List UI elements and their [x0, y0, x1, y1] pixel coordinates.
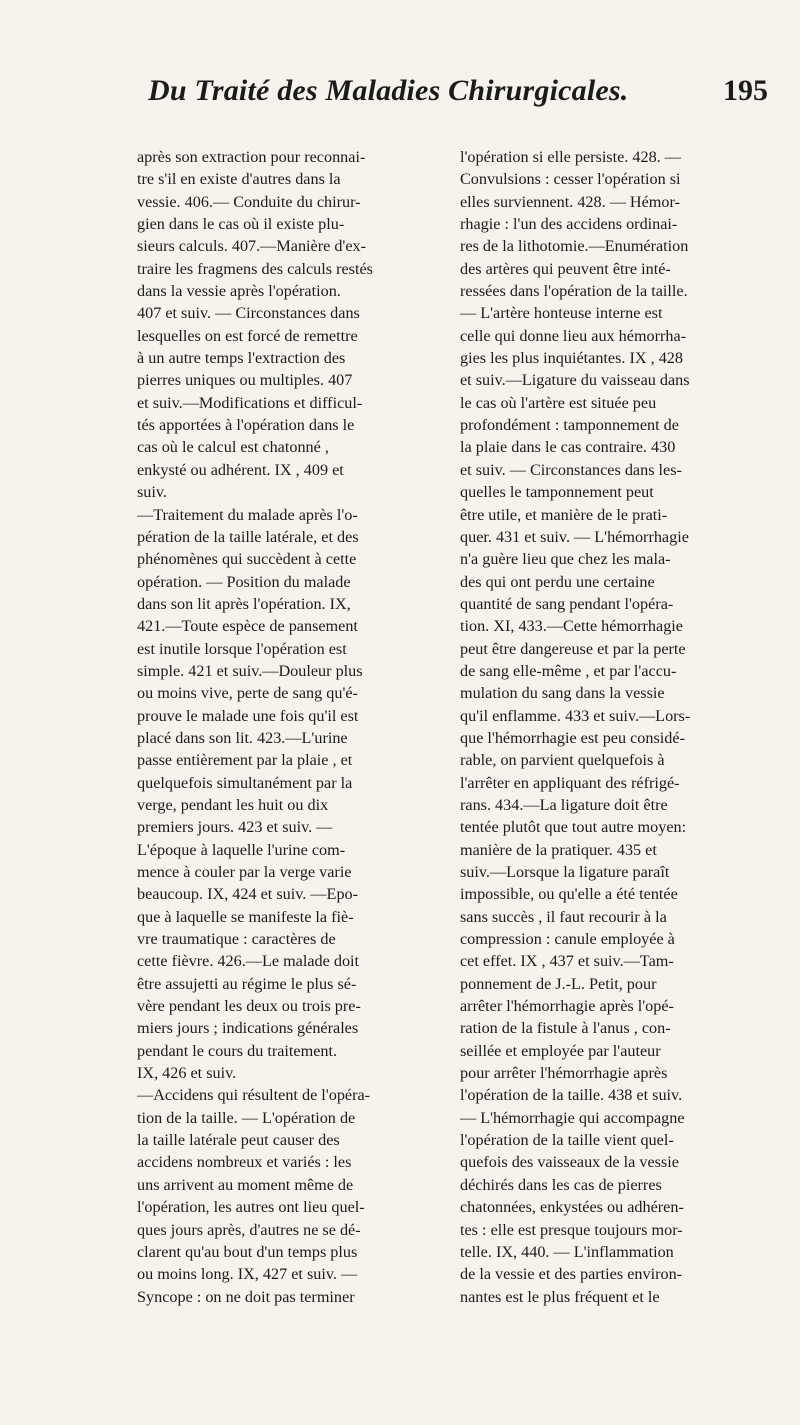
- text-line: sans succès , il faut recourir à la: [460, 907, 667, 926]
- text-line: seillée et employée par l'auteur: [460, 1041, 661, 1060]
- text-line: gies les plus inquiétantes. IX , 428: [460, 349, 683, 368]
- text-line: être assujetti au régime le plus sé-: [137, 974, 357, 993]
- text-line: l'opération si elle persiste. 428. —: [460, 148, 681, 166]
- text-line: 407 et suiv. — Circonstances dans: [137, 304, 360, 323]
- text-line: celle qui donne lieu aux hémorrha-: [460, 326, 687, 345]
- text-line: telle. IX, 440. — L'inflammation: [460, 1242, 674, 1261]
- text-line: l'opération, les autres ont lieu quel-: [137, 1198, 365, 1217]
- text-line: cet effet. IX , 437 et suiv.—Tam-: [460, 952, 674, 971]
- text-line: que à laquelle se manifeste la fiè-: [137, 907, 354, 926]
- text-line: phénomènes qui succèdent à cette: [137, 550, 357, 569]
- text-line: tion. XI, 433.—Cette hémorrhagie: [460, 617, 683, 636]
- text-line: tre s'il en existe d'autres dans la: [137, 170, 341, 189]
- text-line: tés apportées à l'opération dans le: [137, 416, 355, 435]
- text-line: ration de la fistule à l'anus , con-: [460, 1019, 671, 1038]
- text-line: IX, 426 et suiv.: [137, 1064, 237, 1083]
- text-line: vère pendant les deux ou trois pre-: [137, 997, 361, 1016]
- text-line: rhagie : l'un des accidens ordinai-: [460, 215, 678, 234]
- text-line: de la vessie et des parties environ-: [460, 1265, 683, 1284]
- text-line: enkysté ou adhérent. IX , 409 et: [137, 460, 344, 479]
- text-line: cas où le calcul est chatonné ,: [137, 438, 329, 457]
- text-line: après son extraction pour reconnai-: [137, 148, 366, 166]
- text-line: et suiv. — Circonstances dans les-: [460, 460, 682, 479]
- text-line: quer. 431 et suiv. — L'hémorrhagie: [460, 527, 689, 546]
- text-line: L'époque à laquelle l'urine com-: [137, 840, 346, 859]
- page-number: 195: [723, 74, 768, 107]
- text-line: ou moins long. IX, 427 et suiv. —: [137, 1265, 358, 1284]
- text-line: simple. 421 et suiv.—Douleur plus: [137, 661, 363, 680]
- page-header: [148, 70, 768, 130]
- text-line: des qui ont perdu une certaine: [460, 572, 655, 591]
- text-line: opération. — Position du malade: [137, 572, 351, 591]
- text-line: que l'hémorrhagie est peu considé-: [460, 728, 685, 747]
- text-line: suiv.—Lorsque la ligature paraît: [460, 863, 670, 881]
- right-column: [460, 146, 762, 1308]
- text-line: traire les fragmens des calculs restés: [137, 259, 373, 278]
- text-line: uns arrivent au moment même de: [137, 1175, 354, 1194]
- text-line: prouve le malade une fois qu'il est: [137, 706, 359, 725]
- text-line: vessie. 406.— Conduite du chirur-: [137, 192, 361, 211]
- text-line: impossible, ou qu'elle a été tentée: [460, 885, 678, 904]
- text-line: tion de la taille. — L'opération de: [137, 1108, 356, 1127]
- text-line: —Traitement du malade après l'o-: [137, 505, 358, 524]
- text-line: pendant le cours du traitement.: [137, 1041, 338, 1060]
- text-line: être utile, et manière de le prati-: [460, 505, 668, 524]
- text-line: ques jours après, d'autres ne se dé-: [137, 1220, 361, 1239]
- text-line: déchirés dans les cas de pierres: [460, 1175, 662, 1194]
- text-line: quelquefois simultanément par la: [137, 773, 353, 792]
- text-line: tentée plutôt que tout autre moyen:: [460, 818, 687, 837]
- text-line: elles surviennent. 428. — Hémor-: [460, 192, 680, 211]
- text-line: pération de la taille latérale, et des: [137, 527, 359, 546]
- text-line: compression : canule employée à: [460, 930, 675, 949]
- text-line: premiers jours. 423 et suiv. —: [137, 818, 333, 837]
- text-line: quantité de sang pendant l'opéra-: [460, 594, 674, 613]
- text-line: profondément : tamponnement de: [460, 416, 679, 435]
- text-line: la taille latérale peut causer des: [137, 1131, 340, 1150]
- text-line: passe entièrement par la plaie , et: [137, 751, 353, 770]
- text-line: —Accidens qui résultent de l'opéra-: [137, 1086, 371, 1105]
- text-line: n'a guère lieu que chez les mala-: [460, 550, 671, 569]
- text-line: la plaie dans le cas contraire. 430: [460, 438, 676, 457]
- text-line: 421.—Toute espèce de pansement: [137, 617, 358, 636]
- text-line: quefois des vaisseaux de la vessie: [460, 1153, 679, 1172]
- text-line: et suiv.—Modifications et difficul-: [137, 393, 363, 412]
- text-line: de sang elle-même , et par l'accu-: [460, 661, 677, 680]
- text-line: à un autre temps l'extraction des: [137, 349, 346, 368]
- text-line: et suiv.—Ligature du vaisseau dans: [460, 371, 690, 390]
- text-line: mence à couler par la verge varie: [137, 863, 352, 881]
- text-line: rans. 434.—La ligature doit être: [460, 795, 668, 814]
- text-line: dans la vessie après l'opération.: [137, 282, 341, 301]
- text-line: des artères qui peuvent être inté-: [460, 259, 671, 278]
- text-line: mulation du sang dans la vessie: [460, 684, 665, 703]
- text-line: dans son lit après l'opération. IX,: [137, 594, 351, 613]
- text-line: — L'artère honteuse interne est: [460, 304, 663, 323]
- text-line: verge, pendant les huit ou dix: [137, 795, 329, 814]
- text-line: le cas où l'artère est située peu: [460, 393, 657, 412]
- text-line: l'arrêter en appliquant des réfrigé-: [460, 773, 680, 792]
- text-line: nantes est le plus fréquent et le: [460, 1287, 660, 1306]
- text-line: Convulsions : cesser l'opération si: [460, 170, 681, 189]
- text-line: ressées dans l'opération de la taille.: [460, 282, 688, 301]
- text-line: placé dans son lit. 423.—L'urine: [137, 728, 348, 747]
- text-line: lesquelles on est forcé de remettre: [137, 326, 358, 345]
- text-line: vre traumatique : caractères de: [137, 930, 336, 949]
- text-line: est inutile lorsque l'opération est: [137, 639, 347, 658]
- text-line: miers jours ; indications générales: [137, 1019, 359, 1038]
- text-line: suiv.: [137, 483, 167, 502]
- text-line: clarent qu'au bout d'un temps plus: [137, 1242, 358, 1261]
- text-line: Syncope : on ne doit pas terminer: [137, 1287, 355, 1306]
- text-line: ou moins vive, perte de sang qu'é-: [137, 684, 358, 703]
- text-line: l'opération de la taille vient quel-: [460, 1131, 674, 1150]
- text-line: gien dans le cas où il existe plu-: [137, 215, 345, 234]
- text-line: pour arrêter l'hémorrhagie après: [460, 1064, 668, 1083]
- text-line: arrêter l'hémorrhagie après l'opé-: [460, 997, 674, 1016]
- text-line: chatonnées, enkystées ou adhéren-: [460, 1198, 684, 1217]
- text-line: peut être dangereuse et par la perte: [460, 639, 686, 658]
- text-line: l'opération de la taille. 438 et suiv.: [460, 1086, 683, 1105]
- left-column: [137, 146, 439, 1308]
- text-line: res de la lithotomie.—Enumération: [460, 237, 689, 256]
- text-line: beaucoup. IX, 424 et suiv. —Epo-: [137, 885, 359, 904]
- text-line: quelles le tamponnement peut: [460, 483, 654, 502]
- running-title: Du Traité des Maladies Chirurgicales.: [148, 74, 629, 107]
- text-line: ponnement de J.-L. Petit, pour: [460, 974, 657, 993]
- text-line: tes : elle est presque toujours mor-: [460, 1220, 683, 1239]
- text-line: sieurs calculs. 407.—Manière d'ex-: [137, 237, 367, 256]
- text-line: rable, on parvient quelquefois à: [460, 751, 665, 770]
- text-line: qu'il enflamme. 433 et suiv.—Lors-: [460, 706, 691, 725]
- text-line: — L'hémorrhagie qui accompagne: [460, 1108, 685, 1127]
- text-line: manière de la pratiquer. 435 et: [460, 840, 657, 859]
- text-line: accidens nombreux et variés : les: [137, 1153, 352, 1172]
- text-line: cette fièvre. 426.—Le malade doit: [137, 952, 360, 971]
- text-line: pierres uniques ou multiples. 407: [137, 371, 353, 390]
